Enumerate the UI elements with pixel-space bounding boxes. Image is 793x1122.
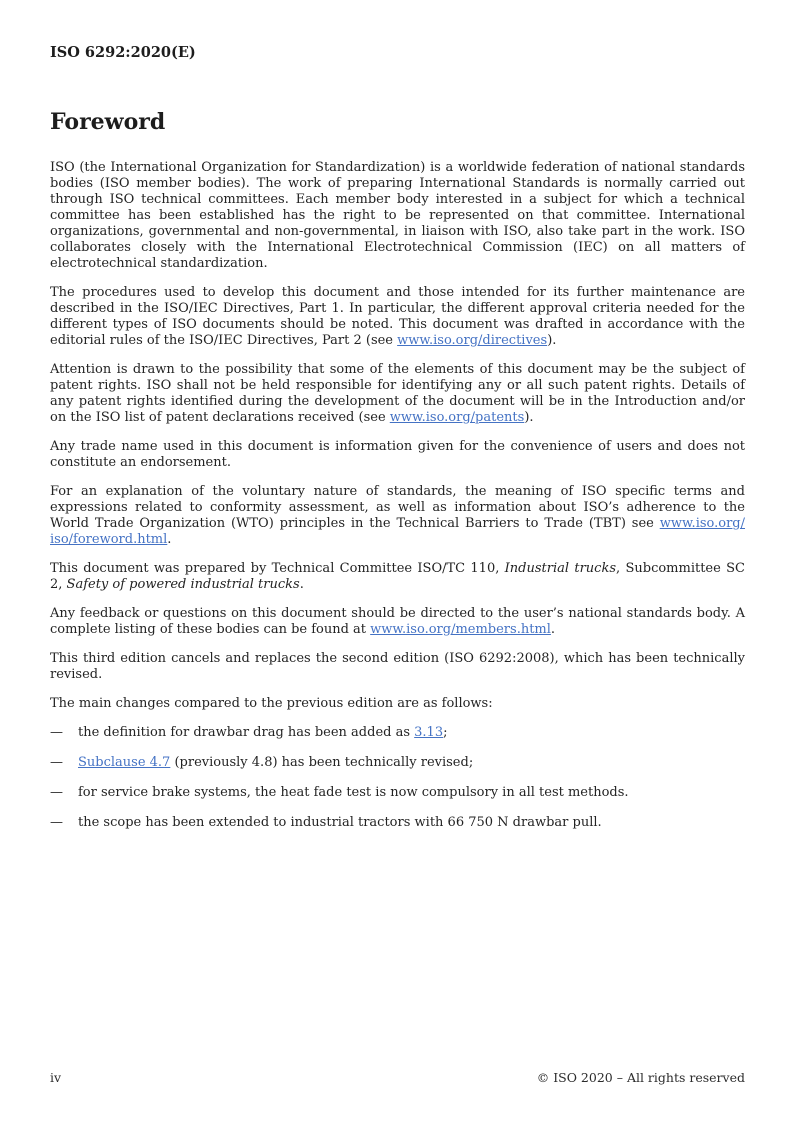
page-footer (50, 1070, 745, 1085)
list-item (50, 755, 745, 771)
link[interactable]: iso/foreword.html (50, 532, 168, 547)
italic-text: Industrial trucks (504, 561, 617, 576)
bullet-dash: — (50, 725, 63, 740)
bullet-dash: — (50, 755, 63, 770)
list-item-text: Subclause 4.7 (previously 4.8) has been technically revised; (78, 755, 474, 770)
link[interactable]: www.iso.org/ (659, 516, 745, 531)
paragraph: This document was prepared by Technical Committee ISO/TC 110, Industrial trucks, Subcommittee SC 2, Safety of powered industrial trucks. (50, 561, 745, 592)
list-item (50, 785, 745, 801)
page-number: iv (50, 1070, 62, 1085)
link[interactable]: 3.13 (414, 725, 444, 740)
paragraph: Any feedback or questions on this document should be directed to the user’s national standards body. A complete listing of these bodies can be found at www.iso.org/members.html. (50, 606, 745, 637)
link[interactable]: Subclause 4.7 (78, 755, 171, 770)
paragraph: For an explanation of the voluntary nature of standards, the meaning of ISO specific terms and expressions related to conformity assessment, as well as information about ISO’s adherence to the World Trade Organization (WTO) principles in the Technical Barriers to Trade (TBT) see www.iso.org/iso/foreword.html. (50, 484, 745, 547)
list-item-text: the definition for drawbar drag has been added as 3.13; (78, 725, 448, 740)
link[interactable]: www.iso.org/members.html (370, 622, 551, 637)
link[interactable]: www.iso.org/directives (397, 333, 548, 348)
link[interactable]: www.iso.org/patents (389, 410, 525, 425)
paragraph: ISO (the International Organization for Standardization) is a worldwide federation of national standards bodies (ISO member bodies). The work of preparing International Standards is normally carried out through ISO technical committees. Each member body interested in a subject for which a technical committee has been established has the right to be represented on that committee. International organizations, governmental and non-governmental, in liaison with ISO, also take part in the work. ISO collaborates closely with the International Electrotechnical Commission (IEC) on all matters of electrotechnical standardization. (50, 160, 745, 271)
copyright-notice: © ISO 2020 – All rights reserved (536, 1070, 745, 1085)
changes-list (50, 725, 745, 831)
italic-text: Safety of powered industrial trucks (66, 577, 300, 592)
list-item-text: the scope has been extended to industrial tractors with 66 750 N drawbar pull. (78, 815, 602, 830)
body-paragraphs (50, 160, 745, 712)
document-header (50, 44, 745, 61)
paragraph: The main changes compared to the previous edition are as follows: (50, 696, 493, 711)
list-item (50, 725, 745, 741)
page-title: Foreword (50, 109, 166, 135)
bullet-dash: — (50, 815, 63, 830)
bullet-dash: — (50, 785, 63, 800)
doc-code: ISO 6292:2020(E) (50, 44, 196, 61)
paragraph: This third edition cancels and replaces the second edition (ISO 6292:2008), which has been technically revised. (50, 651, 745, 682)
list-item-text: for service brake systems, the heat fade test is now compulsory in all test methods. (78, 785, 629, 800)
paragraph: The procedures used to develop this document and those intended for its further maintenance are described in the ISO/IEC Directives, Part 1. In particular, the different approval criteria needed for the different types of ISO documents should be noted. This document was drafted in accordance with the editorial rules of the ISO/IEC Directives, Part 2 (see www.iso.org/directives). (50, 285, 745, 348)
paragraph: Attention is drawn to the possibility that some of the elements of this document may be the subject of patent rights. ISO shall not be held responsible for identifying any or all such patent rights. Details of any patent rights identified during the development of the document will be in the Introduction and/or on the ISO list of patent declarations received (see www.iso.org/patents). (50, 362, 745, 425)
list-item (50, 815, 745, 831)
paragraph: Any trade name used in this document is information given for the convenience of users and does not constitute an endorsement. (50, 439, 745, 470)
